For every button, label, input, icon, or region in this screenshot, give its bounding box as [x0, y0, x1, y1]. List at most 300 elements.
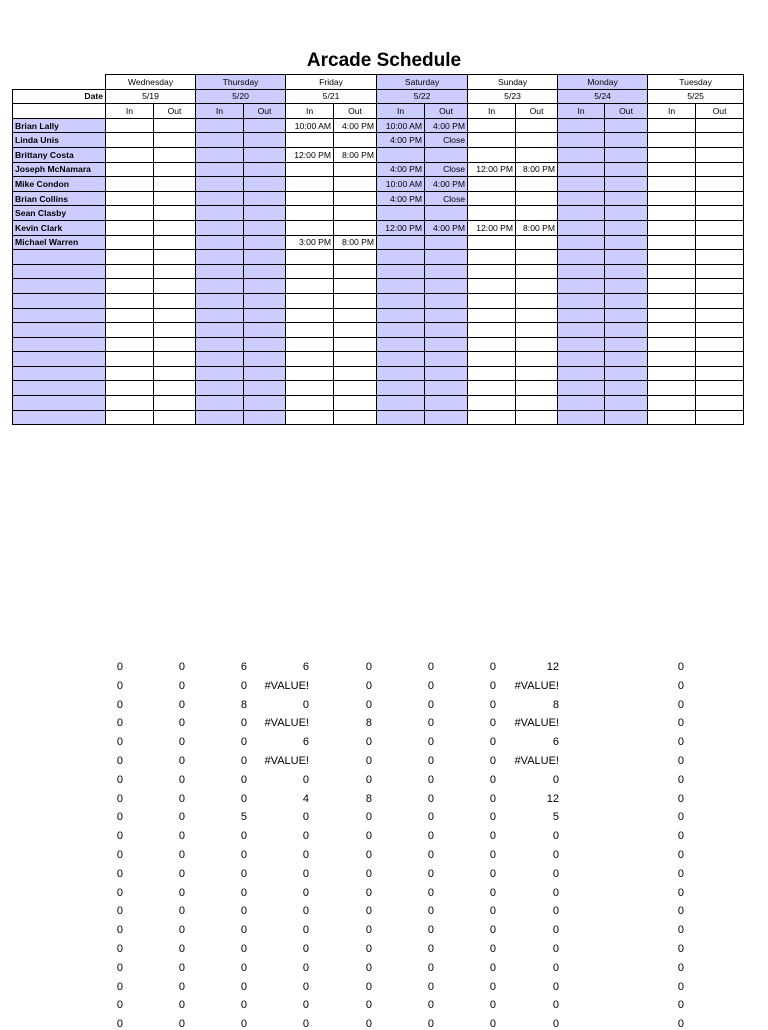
shift-out-cell[interactable]	[154, 279, 196, 294]
employee-name[interactable]	[13, 250, 106, 265]
shift-out-cell[interactable]	[154, 220, 196, 235]
shift-in-cell[interactable]	[196, 147, 244, 162]
shift-out-cell[interactable]	[696, 250, 744, 265]
shift-out-cell[interactable]	[425, 250, 468, 265]
shift-in-cell[interactable]	[648, 381, 696, 396]
shift-in-cell[interactable]	[558, 337, 605, 352]
shift-in-cell[interactable]	[286, 410, 334, 425]
shift-out-cell[interactable]	[334, 337, 377, 352]
shift-out-cell[interactable]	[244, 118, 286, 133]
shift-in-cell[interactable]	[377, 396, 425, 411]
shift-out-cell[interactable]	[154, 191, 196, 206]
shift-out-cell[interactable]	[696, 206, 744, 221]
employee-name[interactable]: Linda Unis	[13, 133, 106, 148]
employee-name[interactable]	[13, 293, 106, 308]
shift-in-cell[interactable]	[648, 147, 696, 162]
shift-in-cell[interactable]	[286, 308, 334, 323]
shift-out-cell[interactable]	[244, 206, 286, 221]
shift-out-cell[interactable]	[334, 323, 377, 338]
shift-out-cell[interactable]	[154, 250, 196, 265]
shift-in-cell[interactable]: 12:00 PM	[377, 220, 425, 235]
shift-in-cell[interactable]	[106, 220, 154, 235]
shift-out-cell[interactable]	[244, 410, 286, 425]
shift-out-cell[interactable]	[425, 396, 468, 411]
shift-out-cell[interactable]	[516, 264, 558, 279]
shift-in-cell[interactable]	[106, 323, 154, 338]
shift-out-cell[interactable]	[516, 308, 558, 323]
shift-out-cell[interactable]	[516, 410, 558, 425]
shift-out-cell[interactable]	[605, 162, 648, 177]
shift-in-cell[interactable]	[106, 279, 154, 294]
shift-in-cell[interactable]	[196, 279, 244, 294]
shift-in-cell[interactable]	[286, 279, 334, 294]
shift-in-cell[interactable]	[558, 220, 605, 235]
shift-in-cell[interactable]	[648, 206, 696, 221]
employee-name[interactable]	[13, 366, 106, 381]
employee-name[interactable]	[13, 410, 106, 425]
shift-out-cell[interactable]	[696, 352, 744, 367]
shift-out-cell[interactable]	[334, 177, 377, 192]
shift-in-cell[interactable]	[558, 396, 605, 411]
shift-in-cell[interactable]	[648, 118, 696, 133]
shift-out-cell[interactable]	[516, 381, 558, 396]
shift-out-cell[interactable]	[696, 191, 744, 206]
shift-in-cell[interactable]	[558, 162, 605, 177]
shift-in-cell[interactable]	[558, 206, 605, 221]
shift-in-cell[interactable]	[286, 220, 334, 235]
shift-out-cell[interactable]	[605, 352, 648, 367]
shift-out-cell[interactable]	[425, 337, 468, 352]
shift-in-cell[interactable]	[377, 410, 425, 425]
shift-out-cell[interactable]	[334, 396, 377, 411]
employee-name[interactable]	[13, 337, 106, 352]
shift-in-cell[interactable]	[286, 250, 334, 265]
shift-in-cell[interactable]	[468, 352, 516, 367]
shift-out-cell[interactable]	[516, 206, 558, 221]
shift-out-cell[interactable]	[244, 264, 286, 279]
employee-name[interactable]: Brian Lally	[13, 118, 106, 133]
shift-in-cell[interactable]	[286, 293, 334, 308]
shift-in-cell[interactable]	[377, 235, 425, 250]
shift-in-cell[interactable]	[196, 366, 244, 381]
shift-in-cell[interactable]	[558, 133, 605, 148]
shift-out-cell[interactable]: 8:00 PM	[334, 147, 377, 162]
shift-in-cell[interactable]: 10:00 AM	[377, 118, 425, 133]
shift-out-cell[interactable]	[696, 381, 744, 396]
shift-out-cell[interactable]	[154, 366, 196, 381]
shift-in-cell[interactable]	[286, 352, 334, 367]
shift-out-cell[interactable]: 4:00 PM	[334, 118, 377, 133]
shift-in-cell[interactable]	[196, 162, 244, 177]
shift-out-cell[interactable]	[516, 293, 558, 308]
shift-in-cell[interactable]	[558, 381, 605, 396]
shift-in-cell[interactable]	[468, 147, 516, 162]
shift-in-cell[interactable]	[106, 133, 154, 148]
shift-in-cell[interactable]	[558, 308, 605, 323]
shift-in-cell[interactable]	[196, 220, 244, 235]
shift-in-cell[interactable]	[377, 308, 425, 323]
shift-in-cell[interactable]: 4:00 PM	[377, 191, 425, 206]
employee-name[interactable]	[13, 279, 106, 294]
shift-out-cell[interactable]: 4:00 PM	[425, 118, 468, 133]
shift-in-cell[interactable]	[648, 235, 696, 250]
shift-out-cell[interactable]	[516, 396, 558, 411]
shift-in-cell[interactable]	[377, 337, 425, 352]
shift-in-cell[interactable]	[468, 293, 516, 308]
shift-out-cell[interactable]	[244, 220, 286, 235]
shift-out-cell[interactable]	[425, 293, 468, 308]
shift-in-cell[interactable]	[196, 293, 244, 308]
shift-out-cell[interactable]	[425, 279, 468, 294]
shift-in-cell[interactable]	[468, 177, 516, 192]
shift-out-cell[interactable]	[334, 366, 377, 381]
shift-in-cell[interactable]	[196, 396, 244, 411]
shift-out-cell[interactable]	[696, 337, 744, 352]
shift-out-cell[interactable]	[244, 366, 286, 381]
shift-in-cell[interactable]	[286, 366, 334, 381]
shift-out-cell[interactable]: Close	[425, 162, 468, 177]
shift-in-cell[interactable]	[377, 147, 425, 162]
shift-in-cell[interactable]: 3:00 PM	[286, 235, 334, 250]
shift-out-cell[interactable]	[244, 279, 286, 294]
shift-in-cell[interactable]	[286, 264, 334, 279]
shift-in-cell[interactable]	[648, 250, 696, 265]
shift-out-cell[interactable]	[696, 133, 744, 148]
shift-out-cell[interactable]	[154, 323, 196, 338]
shift-in-cell[interactable]	[196, 191, 244, 206]
shift-out-cell[interactable]: 4:00 PM	[425, 177, 468, 192]
shift-in-cell[interactable]	[106, 162, 154, 177]
shift-in-cell[interactable]	[468, 279, 516, 294]
shift-in-cell[interactable]	[377, 279, 425, 294]
shift-out-cell[interactable]	[605, 133, 648, 148]
shift-in-cell[interactable]	[377, 250, 425, 265]
shift-in-cell[interactable]	[468, 118, 516, 133]
shift-in-cell[interactable]	[196, 264, 244, 279]
shift-in-cell[interactable]	[558, 293, 605, 308]
shift-out-cell[interactable]	[425, 147, 468, 162]
shift-out-cell[interactable]	[154, 133, 196, 148]
shift-out-cell[interactable]	[516, 133, 558, 148]
shift-out-cell[interactable]	[425, 235, 468, 250]
shift-out-cell[interactable]: Close	[425, 133, 468, 148]
shift-in-cell[interactable]	[648, 337, 696, 352]
shift-in-cell[interactable]	[286, 206, 334, 221]
employee-name[interactable]	[13, 308, 106, 323]
shift-in-cell[interactable]	[196, 323, 244, 338]
shift-in-cell[interactable]	[106, 337, 154, 352]
shift-in-cell[interactable]	[106, 410, 154, 425]
shift-in-cell[interactable]	[286, 337, 334, 352]
shift-out-cell[interactable]	[605, 396, 648, 411]
shift-out-cell[interactable]	[425, 410, 468, 425]
shift-out-cell[interactable]	[154, 206, 196, 221]
shift-out-cell[interactable]	[696, 323, 744, 338]
shift-in-cell[interactable]	[196, 118, 244, 133]
shift-out-cell[interactable]	[696, 366, 744, 381]
shift-in-cell[interactable]	[106, 191, 154, 206]
shift-out-cell[interactable]	[605, 337, 648, 352]
shift-out-cell[interactable]	[425, 308, 468, 323]
shift-in-cell[interactable]	[286, 191, 334, 206]
shift-in-cell[interactable]	[286, 396, 334, 411]
shift-out-cell[interactable]	[516, 323, 558, 338]
shift-out-cell[interactable]	[334, 264, 377, 279]
shift-out-cell[interactable]	[696, 235, 744, 250]
employee-name[interactable]	[13, 396, 106, 411]
shift-out-cell[interactable]: 8:00 PM	[516, 220, 558, 235]
shift-in-cell[interactable]	[558, 118, 605, 133]
shift-out-cell[interactable]	[334, 250, 377, 265]
shift-out-cell[interactable]	[605, 220, 648, 235]
shift-in-cell[interactable]	[196, 235, 244, 250]
shift-in-cell[interactable]	[286, 323, 334, 338]
shift-in-cell[interactable]	[468, 206, 516, 221]
shift-in-cell[interactable]: 10:00 AM	[286, 118, 334, 133]
shift-in-cell[interactable]	[558, 235, 605, 250]
shift-out-cell[interactable]	[154, 118, 196, 133]
shift-out-cell[interactable]	[696, 264, 744, 279]
shift-out-cell[interactable]	[334, 206, 377, 221]
shift-in-cell[interactable]	[558, 250, 605, 265]
shift-out-cell[interactable]	[605, 177, 648, 192]
shift-out-cell[interactable]	[605, 410, 648, 425]
shift-out-cell[interactable]	[696, 220, 744, 235]
shift-in-cell[interactable]	[196, 410, 244, 425]
shift-out-cell[interactable]	[244, 235, 286, 250]
shift-out-cell[interactable]	[244, 337, 286, 352]
shift-out-cell[interactable]	[334, 279, 377, 294]
shift-out-cell[interactable]	[696, 118, 744, 133]
shift-out-cell[interactable]	[154, 308, 196, 323]
shift-out-cell[interactable]	[334, 162, 377, 177]
shift-in-cell[interactable]	[106, 381, 154, 396]
shift-out-cell[interactable]	[516, 118, 558, 133]
shift-in-cell[interactable]: 10:00 AM	[377, 177, 425, 192]
shift-in-cell[interactable]	[648, 352, 696, 367]
shift-out-cell[interactable]	[696, 147, 744, 162]
shift-in-cell[interactable]	[106, 396, 154, 411]
employee-name[interactable]: Joseph McNamara	[13, 162, 106, 177]
shift-in-cell[interactable]	[648, 133, 696, 148]
shift-in-cell[interactable]	[648, 308, 696, 323]
shift-in-cell[interactable]	[106, 177, 154, 192]
employee-name[interactable]	[13, 381, 106, 396]
shift-out-cell[interactable]	[605, 147, 648, 162]
shift-in-cell[interactable]	[558, 147, 605, 162]
shift-out-cell[interactable]	[244, 308, 286, 323]
shift-out-cell[interactable]	[244, 293, 286, 308]
shift-in-cell[interactable]: 12:00 PM	[286, 147, 334, 162]
shift-out-cell[interactable]	[516, 279, 558, 294]
shift-out-cell[interactable]	[425, 381, 468, 396]
shift-out-cell[interactable]	[154, 177, 196, 192]
shift-in-cell[interactable]	[196, 308, 244, 323]
shift-in-cell[interactable]	[106, 118, 154, 133]
employee-name[interactable]: Brian Collins	[13, 191, 106, 206]
shift-in-cell[interactable]	[106, 352, 154, 367]
shift-out-cell[interactable]	[244, 352, 286, 367]
shift-out-cell[interactable]	[334, 191, 377, 206]
shift-in-cell[interactable]	[558, 352, 605, 367]
shift-out-cell[interactable]	[516, 147, 558, 162]
shift-in-cell[interactable]	[648, 293, 696, 308]
shift-in-cell[interactable]	[558, 279, 605, 294]
shift-out-cell[interactable]	[696, 410, 744, 425]
shift-out-cell[interactable]	[516, 235, 558, 250]
shift-out-cell[interactable]	[334, 308, 377, 323]
shift-in-cell[interactable]	[286, 162, 334, 177]
shift-out-cell[interactable]: Close	[425, 191, 468, 206]
shift-out-cell[interactable]	[425, 206, 468, 221]
shift-in-cell[interactable]	[558, 323, 605, 338]
shift-in-cell[interactable]	[106, 235, 154, 250]
shift-in-cell[interactable]	[468, 235, 516, 250]
shift-out-cell[interactable]	[425, 352, 468, 367]
shift-out-cell[interactable]	[244, 177, 286, 192]
shift-out-cell[interactable]	[605, 279, 648, 294]
shift-out-cell[interactable]: 8:00 PM	[516, 162, 558, 177]
shift-out-cell[interactable]	[696, 308, 744, 323]
shift-out-cell[interactable]: 8:00 PM	[334, 235, 377, 250]
shift-in-cell[interactable]	[106, 293, 154, 308]
shift-out-cell[interactable]	[425, 366, 468, 381]
shift-out-cell[interactable]	[696, 396, 744, 411]
shift-in-cell[interactable]	[468, 337, 516, 352]
employee-name[interactable]: Sean Clasby	[13, 206, 106, 221]
shift-in-cell[interactable]	[377, 381, 425, 396]
shift-in-cell[interactable]	[468, 264, 516, 279]
shift-out-cell[interactable]	[605, 381, 648, 396]
employee-name[interactable]: Brittany Costa	[13, 147, 106, 162]
shift-in-cell[interactable]	[286, 177, 334, 192]
shift-in-cell[interactable]	[468, 191, 516, 206]
shift-in-cell[interactable]: 4:00 PM	[377, 162, 425, 177]
shift-out-cell[interactable]	[154, 293, 196, 308]
shift-out-cell[interactable]	[244, 381, 286, 396]
shift-in-cell[interactable]: 12:00 PM	[468, 162, 516, 177]
shift-out-cell[interactable]	[516, 337, 558, 352]
shift-out-cell[interactable]	[605, 118, 648, 133]
shift-in-cell[interactable]	[196, 352, 244, 367]
shift-out-cell[interactable]	[244, 396, 286, 411]
shift-in-cell[interactable]	[196, 206, 244, 221]
shift-out-cell[interactable]	[605, 264, 648, 279]
shift-in-cell[interactable]	[558, 177, 605, 192]
shift-out-cell[interactable]	[605, 323, 648, 338]
shift-in-cell[interactable]	[648, 191, 696, 206]
shift-out-cell[interactable]	[605, 250, 648, 265]
shift-out-cell[interactable]	[516, 177, 558, 192]
shift-in-cell[interactable]	[377, 206, 425, 221]
shift-out-cell[interactable]	[334, 220, 377, 235]
shift-in-cell[interactable]	[468, 133, 516, 148]
shift-out-cell[interactable]	[334, 133, 377, 148]
shift-in-cell[interactable]	[196, 133, 244, 148]
shift-in-cell[interactable]	[377, 352, 425, 367]
shift-out-cell[interactable]	[516, 191, 558, 206]
shift-in-cell[interactable]	[648, 323, 696, 338]
shift-in-cell[interactable]	[106, 308, 154, 323]
shift-out-cell[interactable]	[605, 308, 648, 323]
shift-out-cell[interactable]	[244, 147, 286, 162]
shift-in-cell[interactable]	[648, 396, 696, 411]
shift-in-cell[interactable]	[377, 366, 425, 381]
shift-out-cell[interactable]	[244, 323, 286, 338]
shift-in-cell[interactable]	[558, 366, 605, 381]
shift-in-cell[interactable]	[196, 381, 244, 396]
shift-in-cell[interactable]	[648, 279, 696, 294]
shift-in-cell[interactable]	[648, 366, 696, 381]
shift-in-cell[interactable]	[286, 381, 334, 396]
shift-in-cell[interactable]	[468, 366, 516, 381]
shift-out-cell[interactable]	[244, 133, 286, 148]
shift-out-cell[interactable]	[605, 293, 648, 308]
shift-out-cell[interactable]	[154, 337, 196, 352]
shift-in-cell[interactable]	[106, 206, 154, 221]
employee-name[interactable]: Mike Condon	[13, 177, 106, 192]
shift-in-cell[interactable]: 4:00 PM	[377, 133, 425, 148]
shift-out-cell[interactable]	[425, 323, 468, 338]
shift-in-cell[interactable]	[468, 410, 516, 425]
shift-out-cell[interactable]	[154, 410, 196, 425]
shift-out-cell[interactable]	[696, 162, 744, 177]
shift-out-cell[interactable]	[154, 381, 196, 396]
employee-name[interactable]	[13, 352, 106, 367]
shift-in-cell[interactable]	[196, 177, 244, 192]
shift-out-cell[interactable]	[334, 410, 377, 425]
shift-out-cell[interactable]	[334, 381, 377, 396]
shift-out-cell[interactable]	[605, 366, 648, 381]
shift-in-cell[interactable]	[468, 396, 516, 411]
shift-in-cell[interactable]	[468, 323, 516, 338]
shift-in-cell[interactable]	[196, 250, 244, 265]
shift-in-cell[interactable]	[648, 410, 696, 425]
shift-out-cell[interactable]	[696, 279, 744, 294]
shift-out-cell[interactable]	[605, 191, 648, 206]
shift-in-cell[interactable]	[648, 264, 696, 279]
shift-in-cell[interactable]	[648, 220, 696, 235]
shift-out-cell[interactable]	[605, 235, 648, 250]
shift-out-cell[interactable]	[516, 352, 558, 367]
employee-name[interactable]: Michael Warren	[13, 235, 106, 250]
shift-out-cell[interactable]	[425, 264, 468, 279]
shift-in-cell[interactable]	[196, 337, 244, 352]
shift-in-cell[interactable]	[558, 264, 605, 279]
shift-in-cell[interactable]	[377, 264, 425, 279]
shift-out-cell[interactable]	[696, 177, 744, 192]
shift-in-cell[interactable]	[468, 381, 516, 396]
shift-in-cell[interactable]	[106, 147, 154, 162]
shift-out-cell[interactable]	[516, 366, 558, 381]
shift-out-cell[interactable]: 4:00 PM	[425, 220, 468, 235]
employee-name[interactable]: Kevin Clark	[13, 220, 106, 235]
shift-out-cell[interactable]	[154, 235, 196, 250]
shift-in-cell[interactable]	[106, 366, 154, 381]
shift-in-cell[interactable]	[286, 133, 334, 148]
shift-out-cell[interactable]	[696, 293, 744, 308]
shift-out-cell[interactable]	[154, 162, 196, 177]
shift-out-cell[interactable]	[605, 206, 648, 221]
shift-in-cell[interactable]	[558, 410, 605, 425]
shift-in-cell[interactable]	[106, 250, 154, 265]
shift-out-cell[interactable]	[154, 396, 196, 411]
shift-out-cell[interactable]	[334, 352, 377, 367]
shift-in-cell[interactable]	[106, 264, 154, 279]
shift-out-cell[interactable]	[154, 352, 196, 367]
shift-out-cell[interactable]	[244, 162, 286, 177]
shift-in-cell[interactable]	[648, 162, 696, 177]
